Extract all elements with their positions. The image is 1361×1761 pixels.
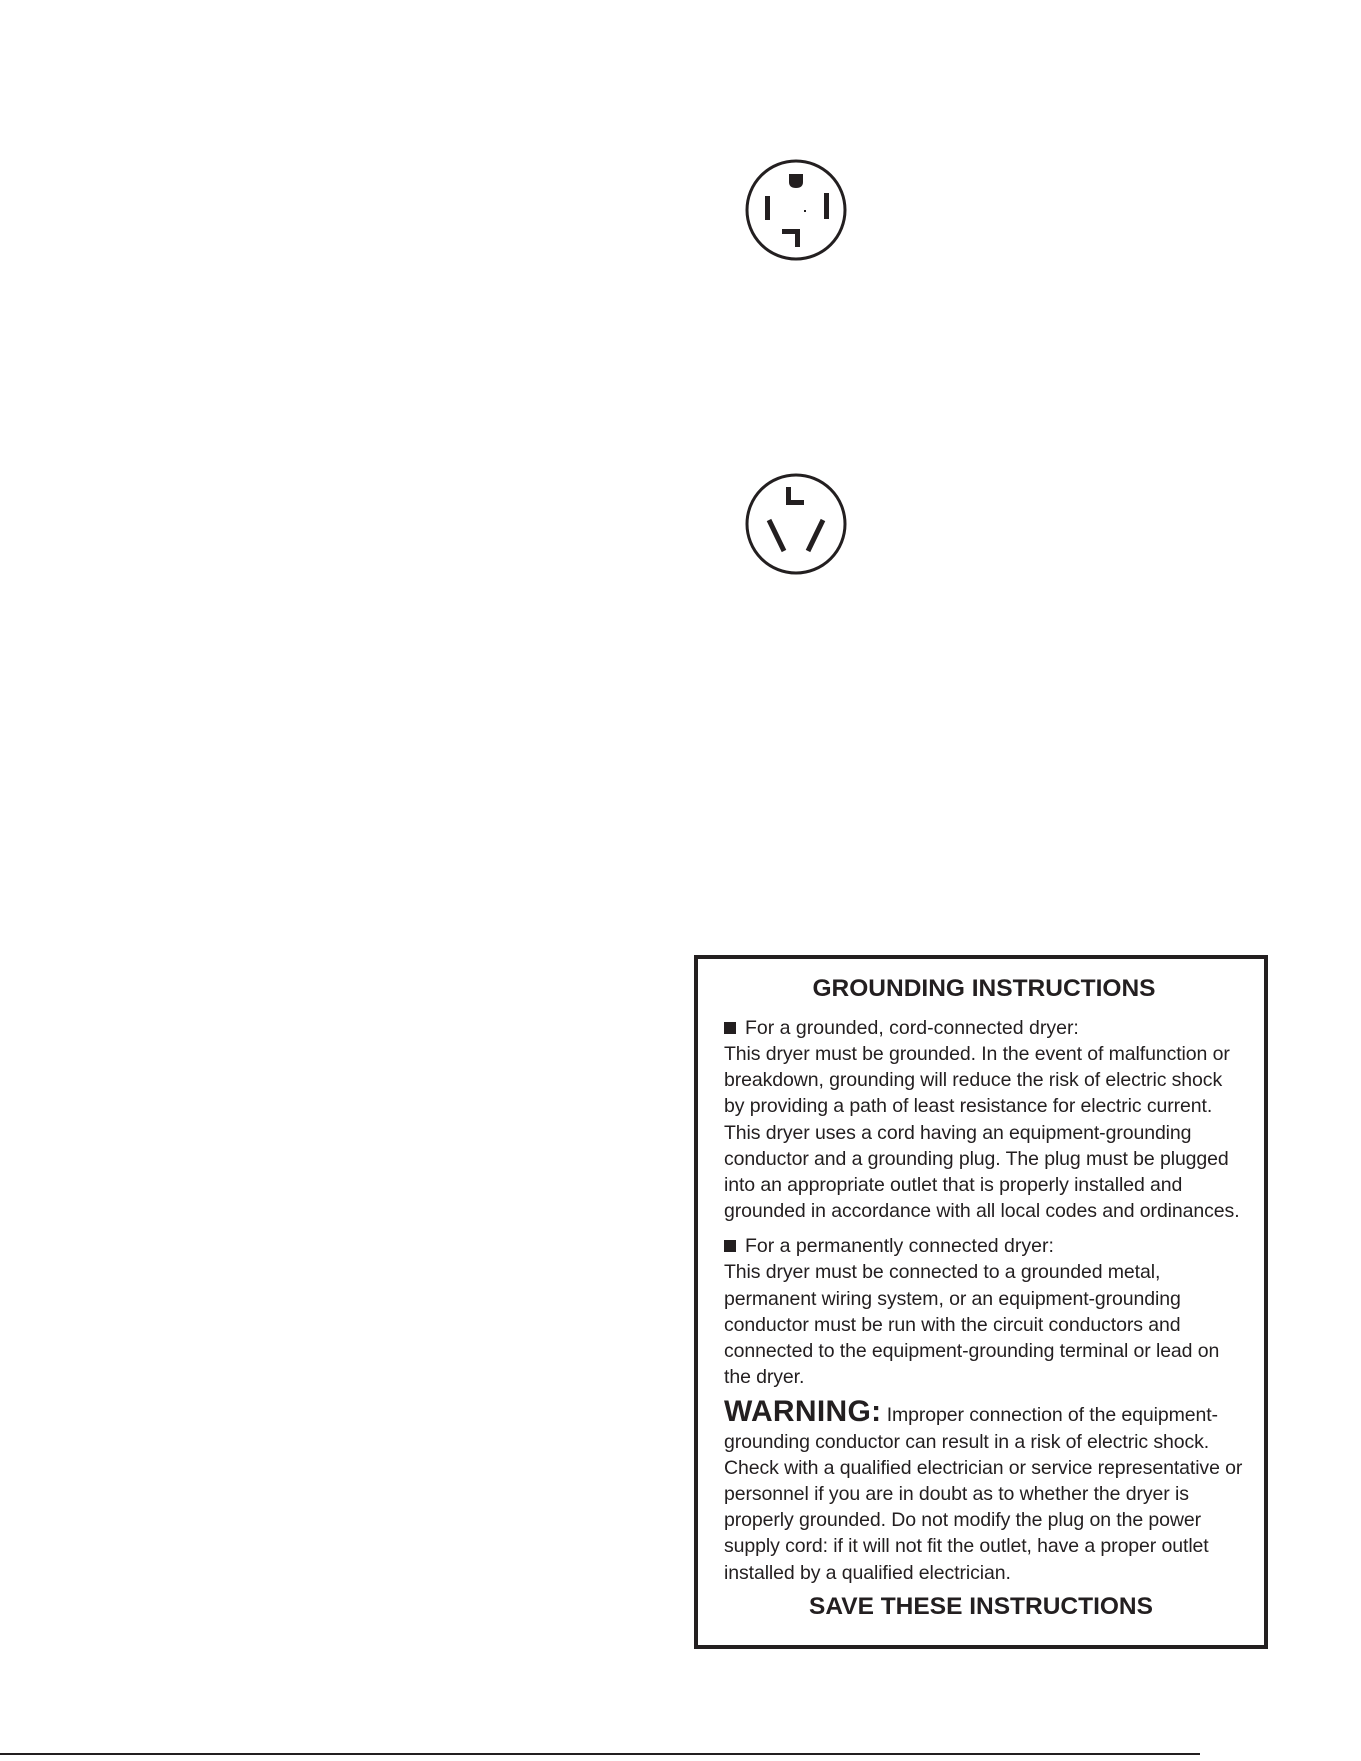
box-footer: SAVE THESE INSTRUCTIONS (809, 1593, 1153, 1620)
section-heading-cord-connected (724, 1015, 1244, 1041)
left-slot (765, 196, 770, 220)
top-slot (786, 487, 804, 505)
three-prong-outlet-icon (742, 470, 850, 578)
square-bullet-icon (724, 1240, 736, 1252)
right-angled-slot (808, 520, 823, 551)
grounding-instructions-box (694, 955, 1268, 1649)
center-dot (804, 210, 806, 212)
square-bullet-icon (724, 1022, 736, 1034)
warning-text: Improper connection of the equipment-grounding conductor can result in a risk of electric shock. Check with a qualified electrician or service representative or personnel if you are in doubt as to whether the dryer is properly grounded. Do not modify the plug on the power supply cord: if it will not fit the outlet, have a proper outlet installed by a qualified electrician. (724, 1404, 1243, 1584)
outlet-rim (747, 475, 845, 573)
right-slot (824, 193, 829, 219)
ground-slot (789, 174, 803, 188)
neutral-slot (782, 229, 800, 247)
three-prong-outlet-drawing (742, 470, 850, 578)
section-heading-text: For a permanently connected dryer: (745, 1235, 1054, 1258)
page-bottom-rule (0, 1753, 1200, 1755)
warning-label: WARNING: (724, 1395, 882, 1429)
box-title: GROUNDING INSTRUCTIONS (812, 975, 1156, 1002)
section-heading-text: For a grounded, cord-connected dryer: (745, 1017, 1079, 1039)
four-prong-outlet-icon (742, 156, 850, 264)
left-angled-slot (769, 520, 784, 551)
four-prong-outlet-drawing (742, 156, 850, 264)
section-body-cord-connected: This dryer must be grounded. In the event of malfunction or breakdown, grounding will reduce the risk of electric shock by providing a path of least resistance for electric current. This dryer uses a cord having an equipment-grounding conductor and a grounding plug. The plug must be plugged into an appropriate outlet that is properly installed and grounded in accordance with all local codes and ordinances. (724, 1043, 1240, 1223)
warning-paragraph (724, 1395, 1244, 1585)
section-heading-permanent (724, 1233, 1244, 1259)
section-body-permanent: This dryer must be connected to a grounded metal, permanent wiring system, or an equipment-grounding conductor must be run with the circuit conductors and connected to the equipment-grounding terminal or lead on the dryer. (724, 1261, 1220, 1389)
